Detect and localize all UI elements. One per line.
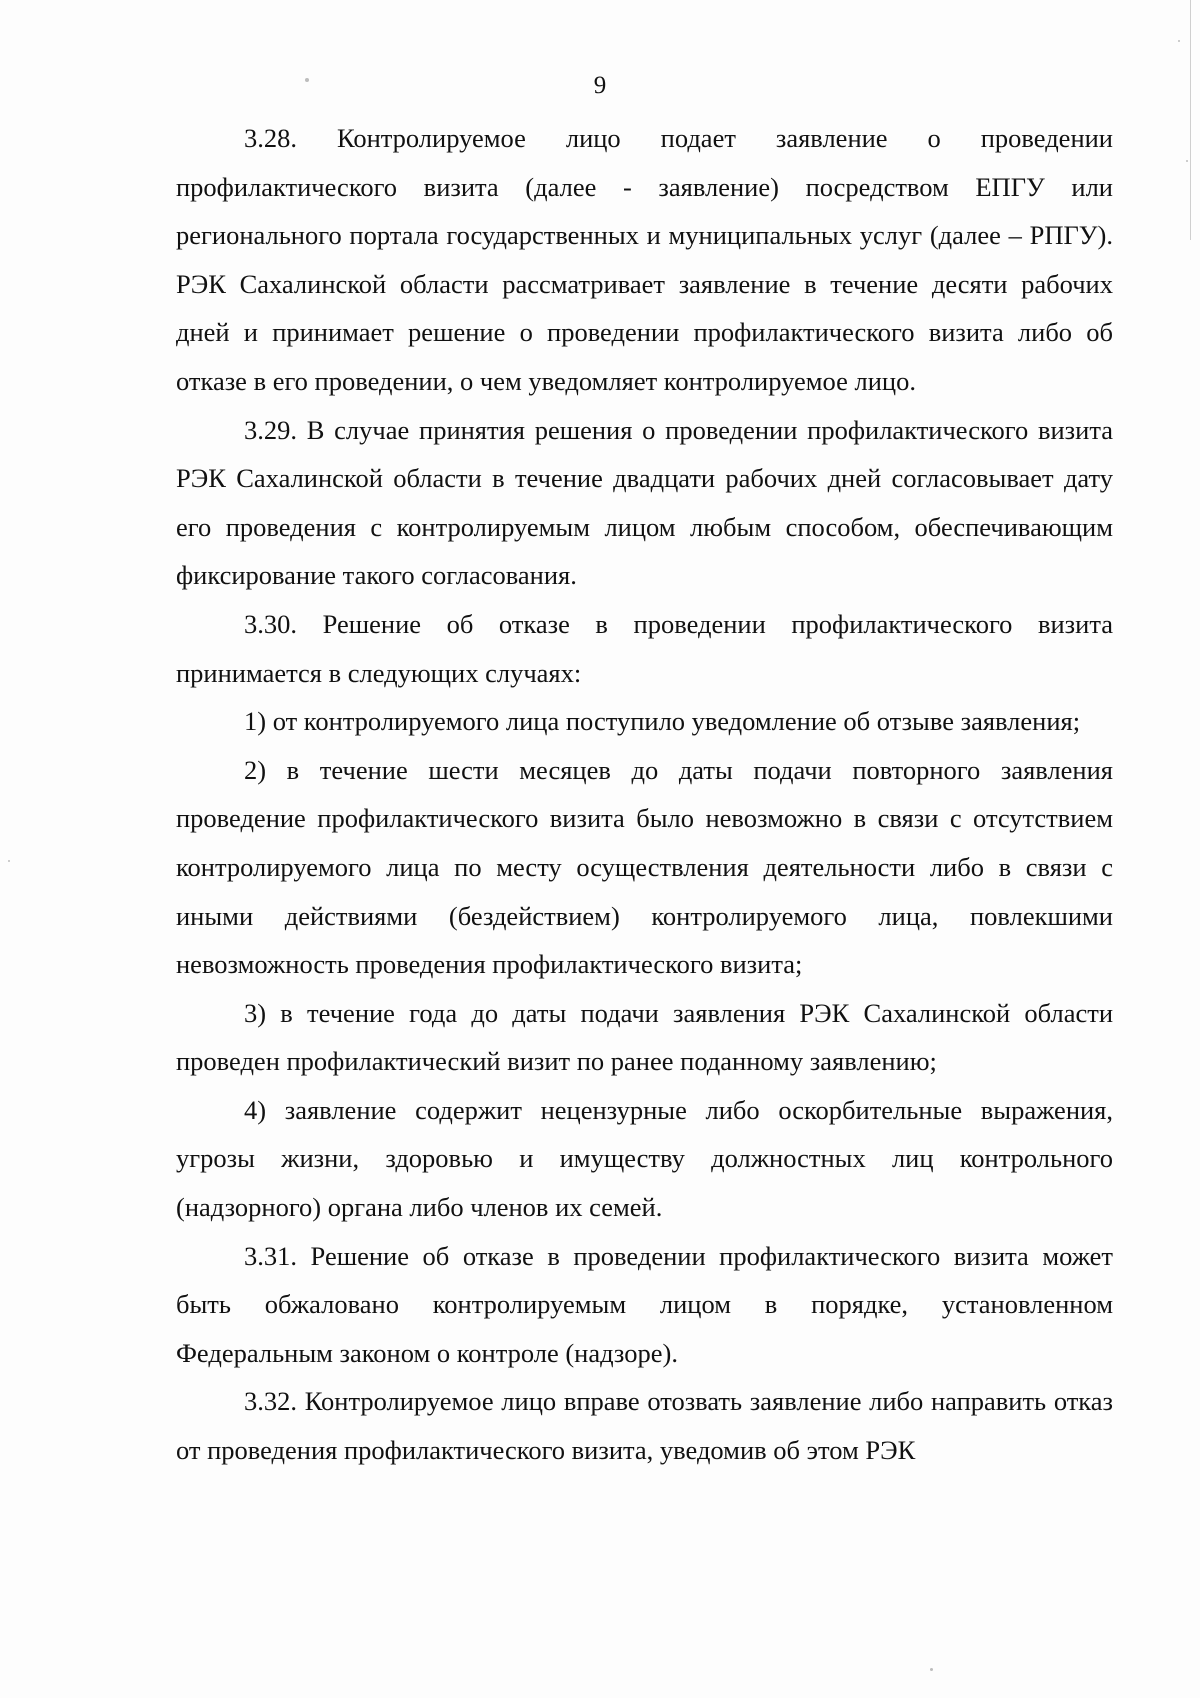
list-item-3: 3) в течение года до даты подачи заявления РЭК Сахалинской области проведен профилактический визит по ранее поданному заявлению; <box>176 997 1113 1077</box>
scan-speck <box>1186 160 1188 162</box>
paragraph-3-32: 3.32. Контролируемое лицо вправе отозвать заявление либо направить отказ от проведения профилактического визита, уведомив об этом РЭК <box>176 1386 1113 1466</box>
document-body <box>176 114 1113 1475</box>
paragraph-3-31: 3.31. Решение об отказе в проведении профилактического визита может быть обжаловано контролируемым лицом в порядке, установленном Федеральным законом о контроле (надзоре). <box>176 1240 1113 1368</box>
scan-speck <box>8 860 10 862</box>
list-item-1: 1) от контролируемого лица поступило уведомление об отзыве заявления; <box>244 706 1081 737</box>
paragraph-3-29: 3.29. В случае принятия решения о проведении профилактического визита РЭК Сахалинской области в течение двадцати рабочих дней согласовывает дату его проведения с контролируемым лицом любым способом, обеспечивающим фиксирование такого согласования. <box>176 414 1113 591</box>
paragraph-3-30: 3.30. Решение об отказе в проведении профилактического визита принимается в следующих случаях: <box>176 608 1113 688</box>
scan-speck <box>930 1668 933 1671</box>
page-number: 9 <box>593 72 607 99</box>
list-item-4: 4) заявление содержит нецензурные либо оскорбительные выражения, угрозы жизни, здоровью и имуществу должностных лиц контрольного (надзорного) органа либо членов их семей. <box>176 1094 1113 1223</box>
scan-edge-line <box>1190 0 1191 240</box>
scan-speck <box>1178 40 1180 42</box>
paragraph-3-28: 3.28. Контролируемое лицо подает заявление о проведении профилактического визита (далее - заявление) посредством ЕПГУ или регионального портала государственных и муниципальных услуг (далее – РПГУ). РЭК Сахалинской области рассматривает заявление в течение десяти рабочих дней и принимает решение о проведении профилактического визита либо об отказе в его проведении, о чем уведомляет контролируемое лицо. <box>176 123 1113 396</box>
list-item-2: 2) в течение шести месяцев до даты подачи повторного заявления проведение профилактического визита было невозможно в связи с отсутствием контролируемого лица по месту осуществления деятельности либо в связи с иными действиями (бездействием) контролируемого лица, повлекшими невозможность проведения профилактического визита; <box>176 754 1113 980</box>
